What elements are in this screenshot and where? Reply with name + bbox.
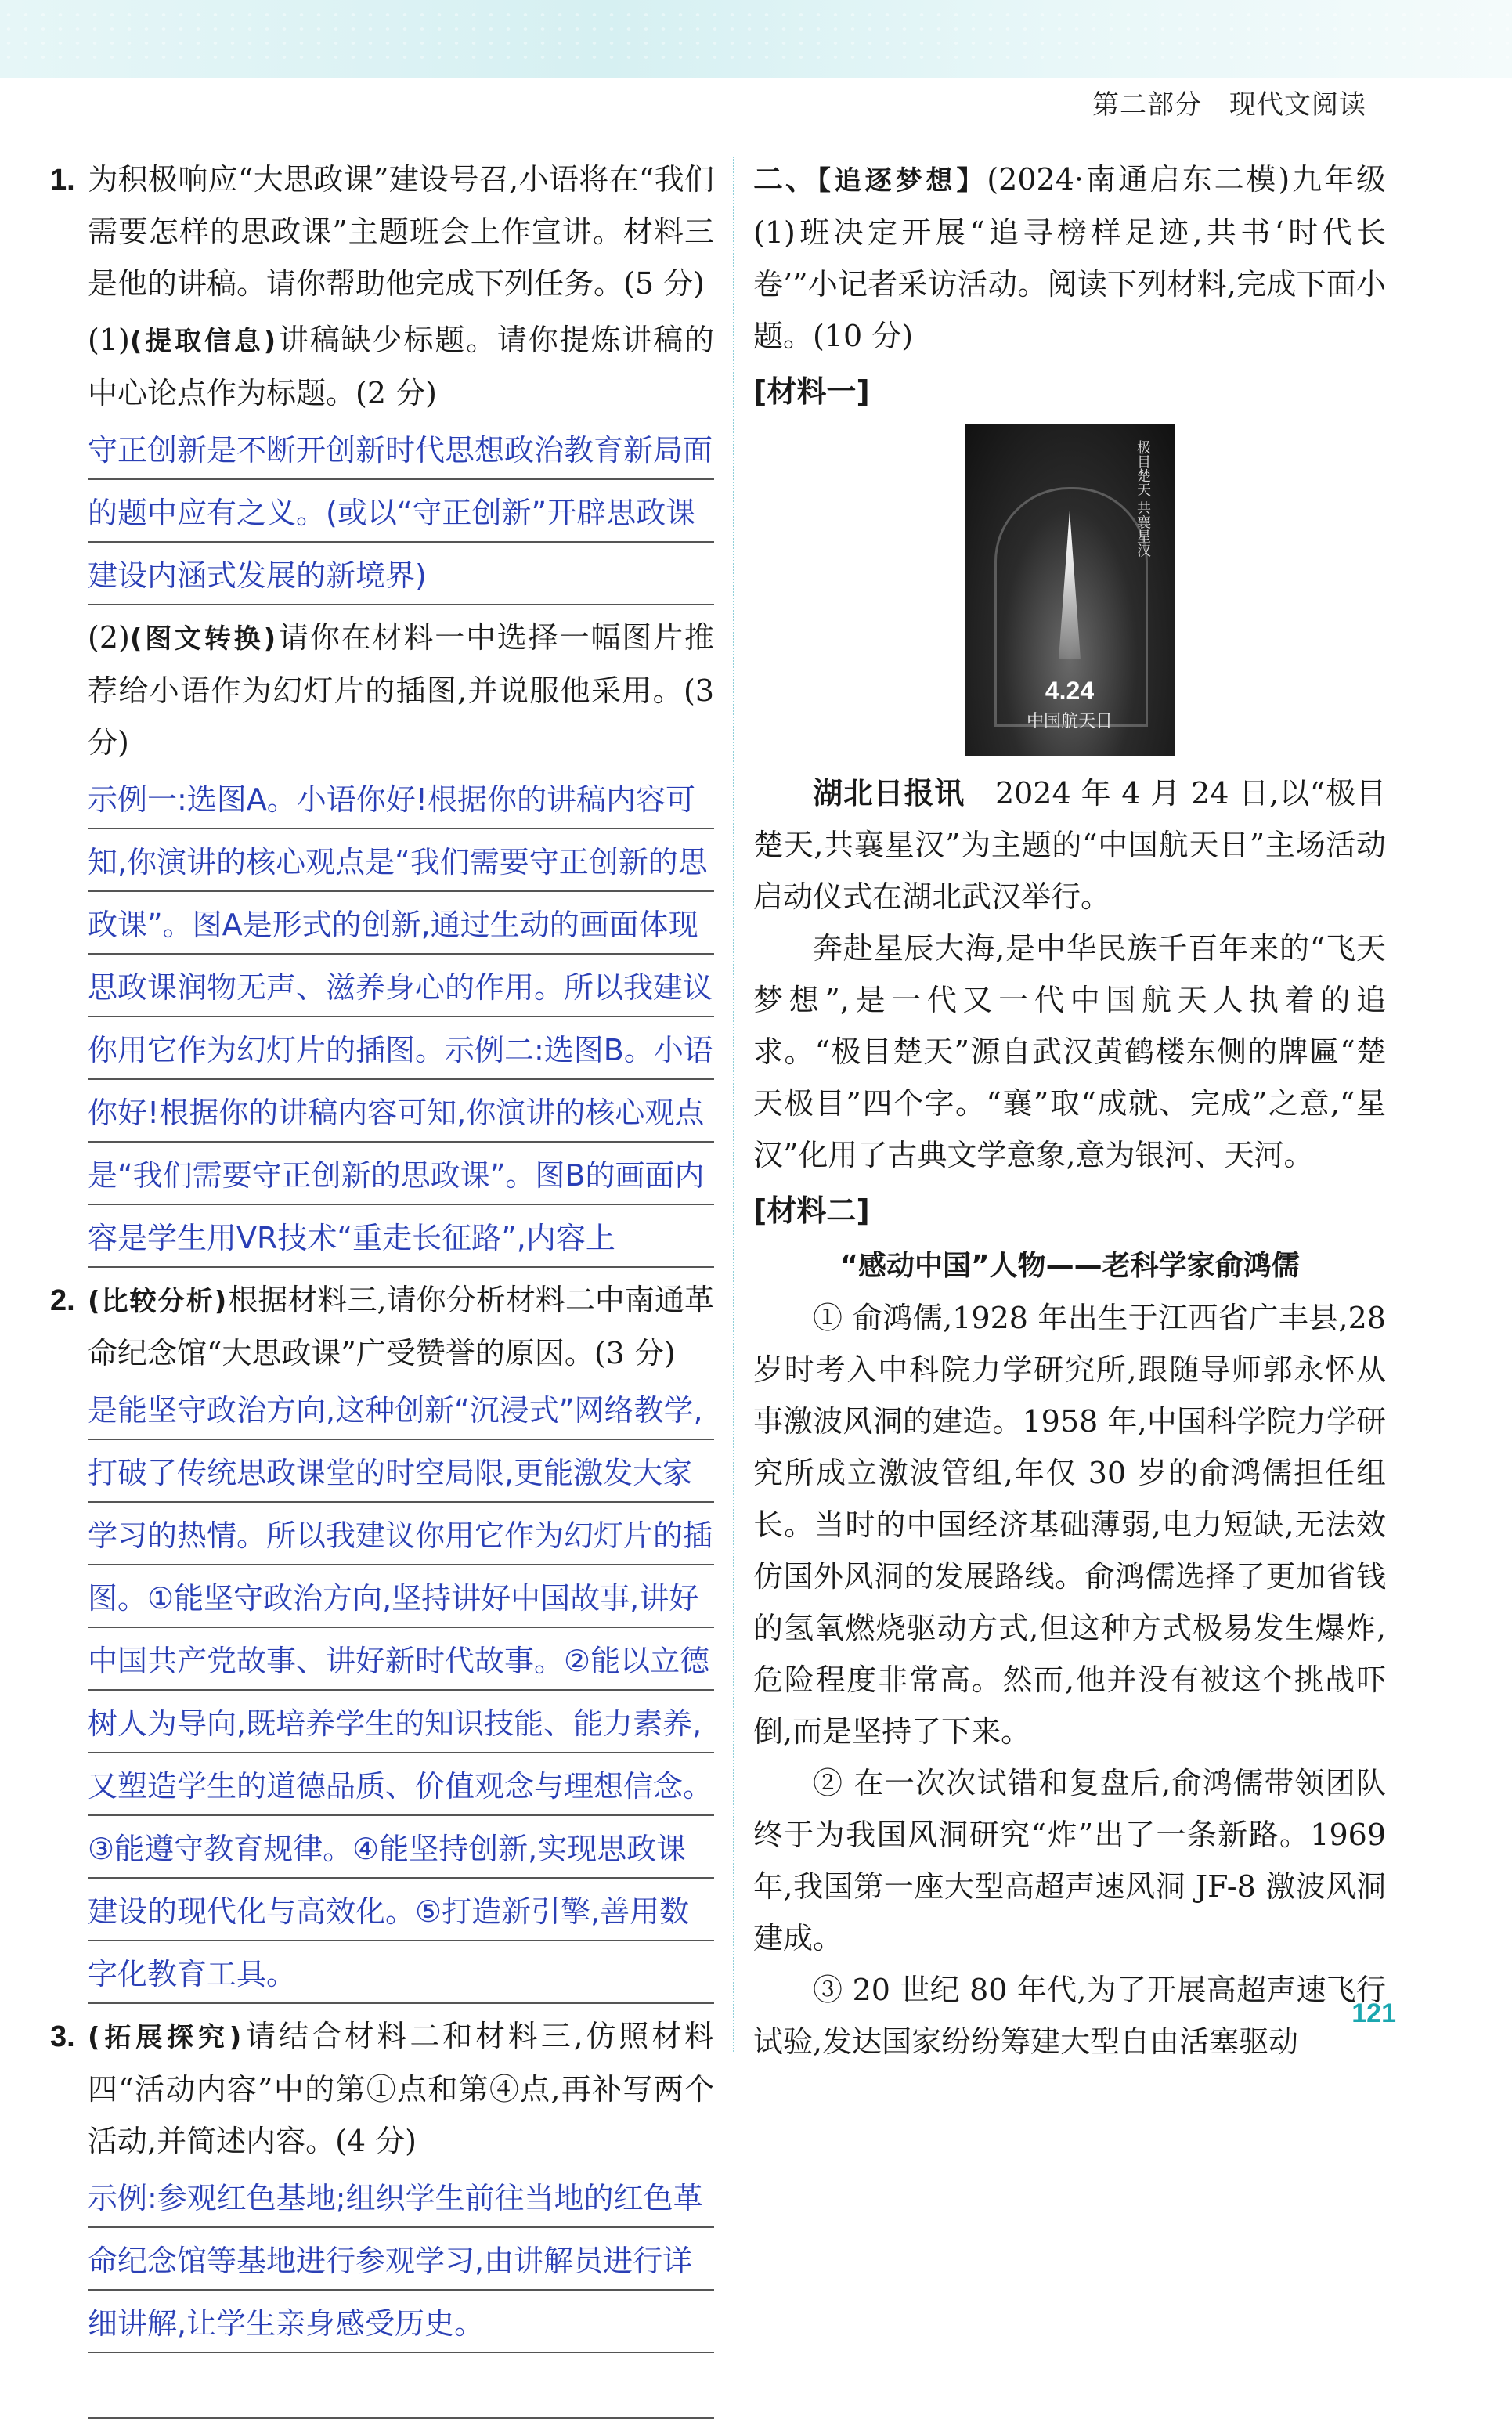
subquestion-1 <box>88 314 714 419</box>
subquestion-prefix: (2) <box>88 620 130 655</box>
subquestion-prefix: (1) <box>88 323 130 357</box>
subquestion-text: 讲稿缺少标题。请你提炼讲稿的中心论点作为标题。(2 分) <box>88 323 714 410</box>
header-pattern <box>0 8 1512 70</box>
question-tag: (比较分析) <box>88 1286 229 1317</box>
material-1-label: [材料一] <box>753 374 870 409</box>
subquestion-tag: (提取信息) <box>129 326 278 357</box>
question-number: 1. <box>50 164 75 197</box>
answer-text: 示例:参观红色基地;组织学生前往当地的红色革命纪念馆等基地进行参观学习,由讲解员进行详细讲解,让学生亲身感受历史。 <box>88 2167 714 2355</box>
question-tag: (拓展探究) <box>88 2022 244 2053</box>
reading-intro <box>753 153 1386 362</box>
material-2-paragraph-3: ③ 20 世纪 80 年代,为了开展高超声速飞行试验,发达国家纷纷筹建大型自由活塞驱动 <box>753 1973 1386 2059</box>
question-number: 2. <box>50 1284 75 1317</box>
answer-text: 守正创新是不断开创新时代思想政治教育新局面的题中应有之义。(或以“守正创新”开辟思政课建设内涵式发展的新境界) <box>88 419 714 607</box>
column-divider <box>733 157 734 2052</box>
question-stem: 为积极响应“大思政课”建设号召,小语将在“我们需要怎样的思政课”主题班会上作宣讲。材料三是他的讲稿。请你帮助他完成下列任务。(5 分) <box>88 162 714 301</box>
poster-date: 4.24 <box>1045 677 1095 705</box>
material-2-paragraph-1: ① 俞鸿儒,1928 年出生于江西省广丰县,28 岁时考入中科院力学研究所,跟随导师郭永怀从事激波风洞的建造。1958 年,中国科学院力学研究所成立激波管组,年仅 30 岁的俞鸿儒担任组长。当时的中国经济基础薄弱,电力短缺,无法效仿国外风洞的发展路线。俞鸿儒选择了更加省钱的氢氧燃烧驱动方式,但这种方式极易发生爆炸,危险程度非常高。然而,他并没有被这个挑战吓倒,而是坚持了下来。 <box>753 1301 1386 1749</box>
answer-text: 是能坚守政治方向,这种创新“沉浸式”网络教学,打破了传统思政课堂的时空局限,更能激发大家学习的热情。所以我建议你用它作为幻灯片的插图。①能坚守政治方向,坚持讲好中国故事,讲好中国共产党故事、讲好新时代故事。②能以立德树人为导向,既培养学生的知识技能、能力素养,又塑造学生的道德品质、价值观念与理想信念。③能遵守教育规律。④能坚持创新,实现思政课建设的现代化与高效化。⑤打造新引擎,善用数字化教育工具。 <box>88 1379 714 2006</box>
right-column <box>753 153 1386 2067</box>
question-2 <box>50 1274 715 1379</box>
poster-vertical-text: 极目楚天 共襄星汉 <box>1135 440 1151 558</box>
paragraph-text: 2024 年 4 月 24 日,以“极目楚天,共襄星汉”为主题的“中国航天日”主场活动启动仪式在湖北武汉举行。 <box>753 776 1386 914</box>
question-1 <box>50 153 714 309</box>
space-day-poster <box>965 424 1175 756</box>
section-tag: 【追逐梦想】 <box>817 165 987 197</box>
material-2-title: “感动中国”人物——老科学家俞鸿儒 <box>839 1250 1300 1282</box>
left-column <box>50 153 715 2419</box>
question-stem: 根据材料三,请你分析材料二中南通革命纪念馆“大思政课”广受赞誉的原因。(3 分) <box>88 1283 715 1370</box>
question-3 <box>50 2010 714 2167</box>
section-number: 二、 <box>753 162 817 197</box>
page-number: 121 <box>1351 1998 1396 2028</box>
news-source: 湖北日报讯 <box>813 776 965 811</box>
material-2-label: [材料二] <box>753 1193 870 1228</box>
answer-text: 示例一:选图A。小语你好!根据你的讲稿内容可知,你演讲的核心观点是“我们需要守正创新的思政课”。图A是形式的创新,通过生动的画面体现思政课润物无声、滋养身心的作用。所以我建议你用它作为幻灯片的插图。示例二:选图B。小语你好!根据你的讲稿内容可知,你演讲的核心观点是“我们需要守正创新的思政课”。图B的画面内容是学生用VR技术“重走长征路”,内容上 <box>88 768 714 1269</box>
material-2-paragraph-2: ② 在一次次试错和复盘后,俞鸿儒带领团队终于为我国风洞研究“炸”出了一条新路。1969 年,我国第一座大型高超声速风洞 JF-8 激波风洞建成。 <box>753 1766 1386 1955</box>
section-title: 第二部分 现代文阅读 <box>1092 89 1366 121</box>
subquestion-text: 请你在材料一中选择一幅图片推荐给小语作为幻灯片的插图,并说服他采用。(3 分) <box>88 620 714 760</box>
answer-blank-line <box>88 2355 714 2419</box>
material-1-paragraph-2: 奔赴星辰大海,是中华民族千百年来的“飞天梦想”,是一代又一代中国航天人执着的追求。“极目楚天”源自武汉黄鹤楼东侧的牌匾“楚天极目”四个字。“襄”取“成就、完成”之意,“星汉”化用了古典文学意象,意为银河、天河。 <box>753 931 1386 1172</box>
header-band <box>0 0 1512 78</box>
material-1-paragraph-1 <box>753 767 1386 922</box>
subquestion-tag: (图文转换) <box>129 623 278 655</box>
poster-day: 中国航天日 <box>1026 712 1113 731</box>
question-stem: 请结合材料二和材料三,仿照材料四“活动内容”中的第①点和第④点,再补写两个活动,并简述内容。(4 分) <box>88 2019 714 2158</box>
intro-text: (2024·南通启东二模)九年级(1)班决定开展“追寻榜样足迹,共书‘时代长卷’”小记者采访活动。阅读下列材料,完成下面小题。(10 分) <box>753 162 1386 353</box>
question-number: 3. <box>50 2020 75 2053</box>
subquestion-2 <box>88 612 714 768</box>
